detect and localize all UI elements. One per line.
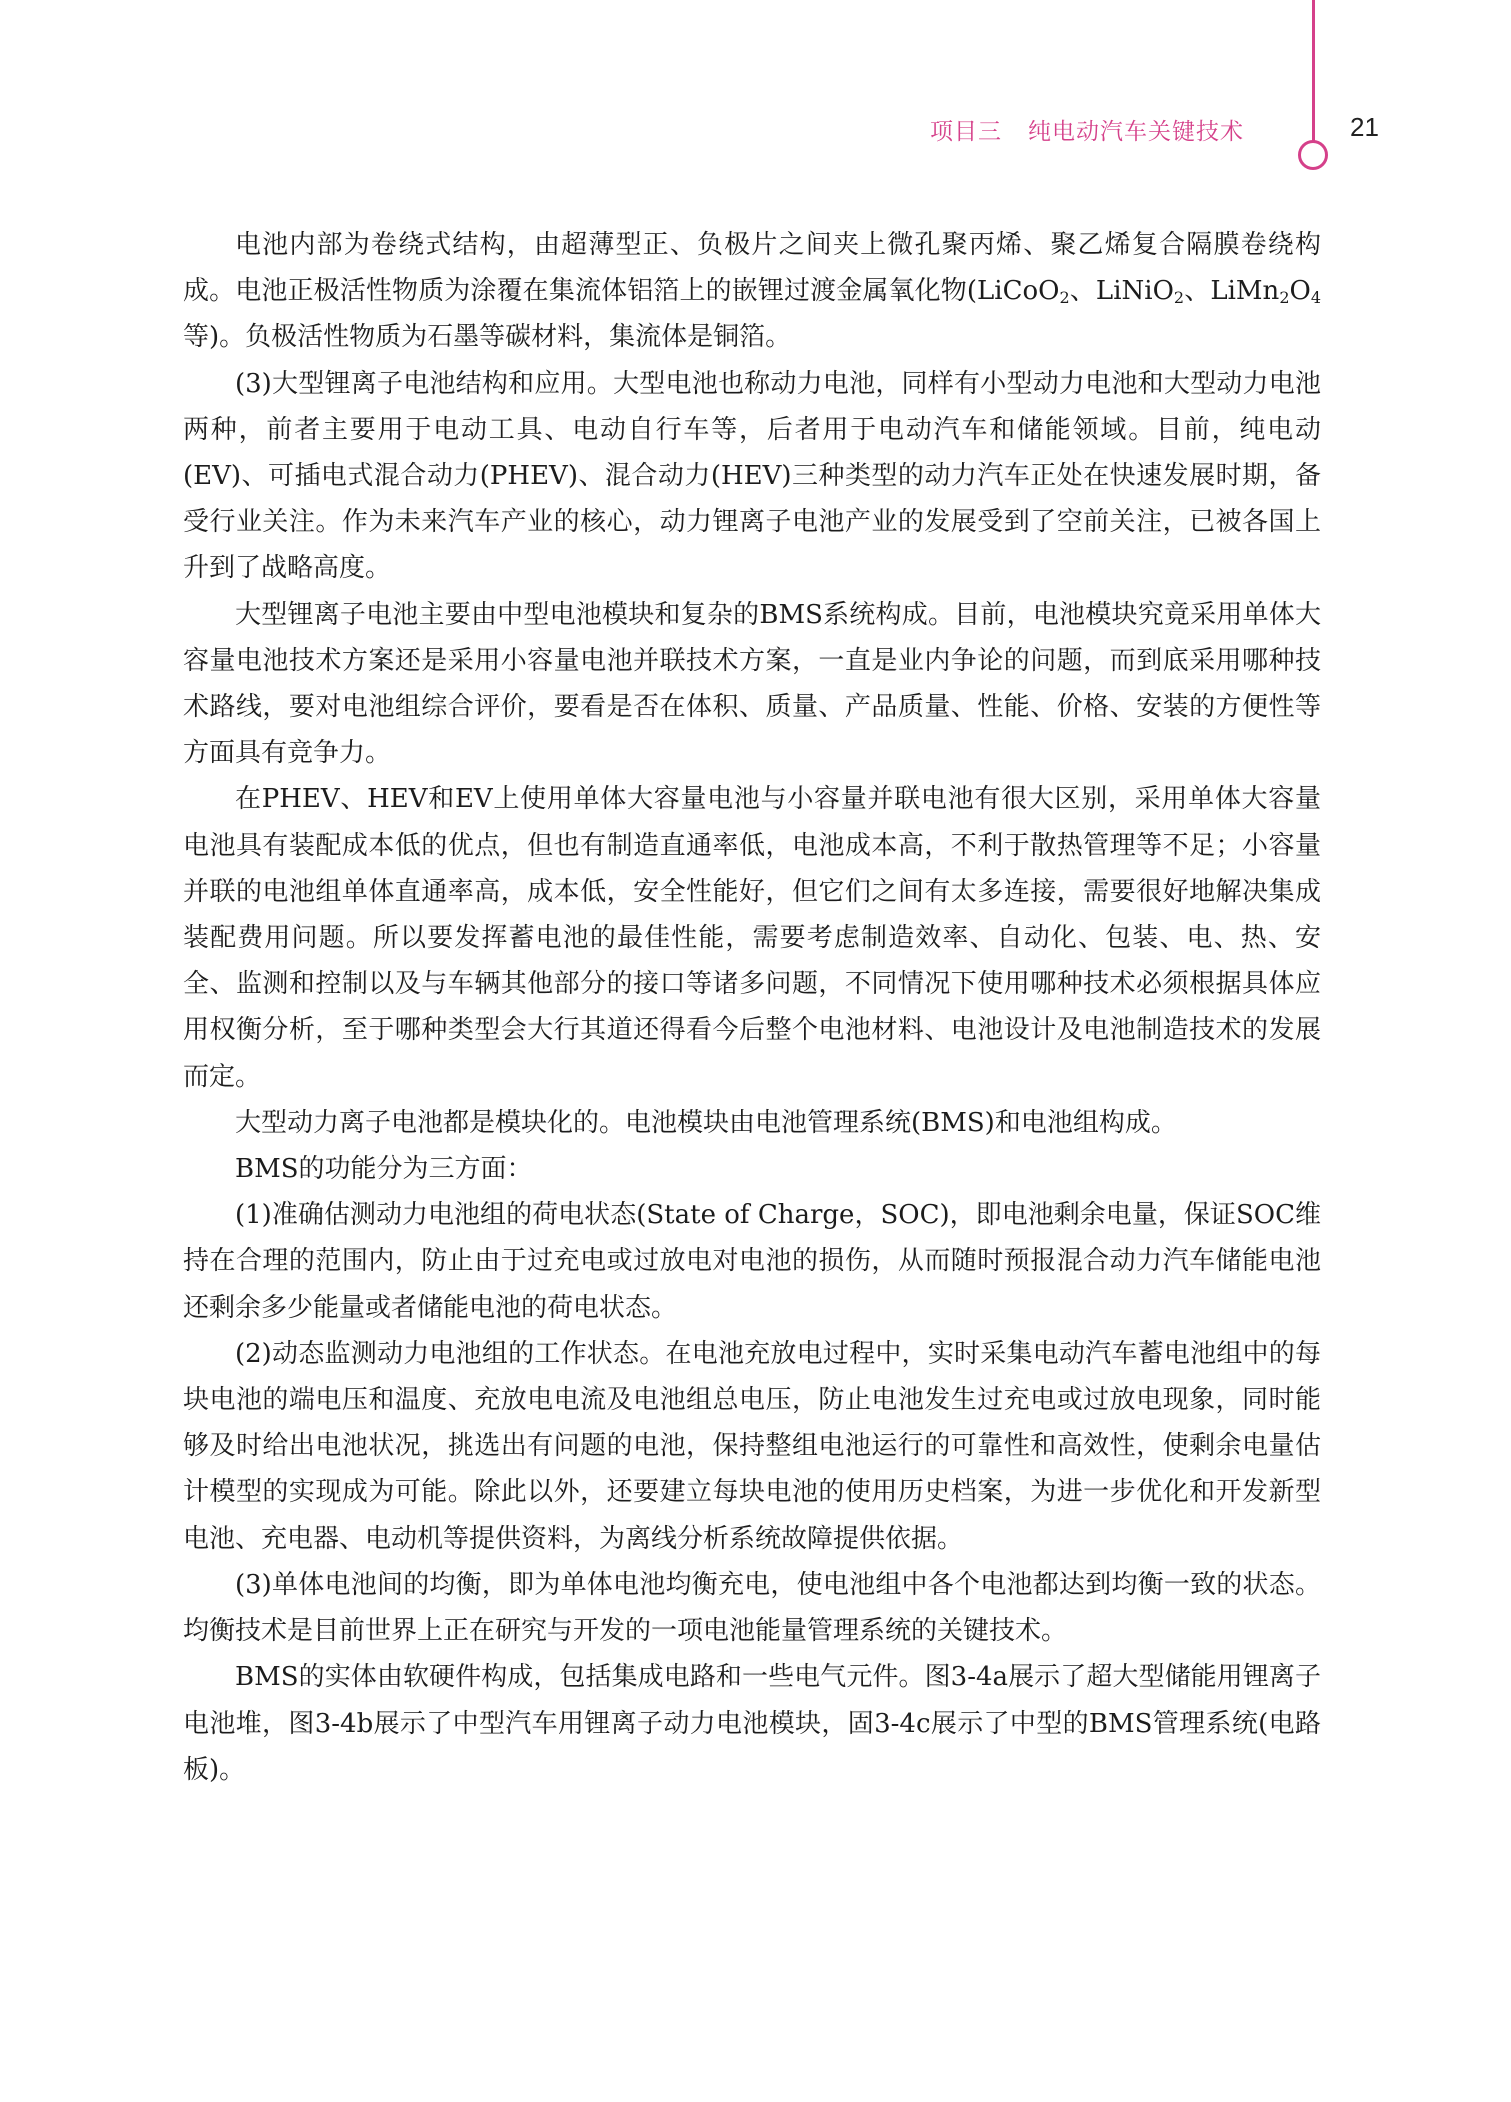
paragraph-10: BMS的实体由软硬件构成，包括集成电路和一些电气元件。图3-4a展示了超大型储能用锂离子电池堆，图3-4b展示了中型汽车用锂离子动力电池模块，固3-4c展示了中型的BMS管理系统(电路板)。 <box>183 1662 1321 1785</box>
paragraph-4: 在PHEV、HEV和EV上使用单体大容量电池与小容量并联电池有很大区别，采用单体大容量电池具有装配成本低的优点，但也有制造直通率低，电池成本高，不利于散热管理等不足；小容量并联的电池组单体直通率高，成本低，安全性能好，但它们之间有太多连接，需要很好地解决集成装配费用问题。所以要发挥蓄电池的最佳性能，需要考虑制造效率、自动化、包装、电、热、安全、监测和控制以及与车辆其他部分的接口等诸多问题，不同情况下使用哪种技术必须根据具体应用权衡分析，至于哪种类型会大行其道还得看今后整个电池材料、电池设计及电池制造技术的发展而定。 <box>183 784 1321 1092</box>
header-rule-circle <box>1298 140 1328 170</box>
body-text <box>183 222 1321 1793</box>
header-project: 项目三 <box>930 119 1002 145</box>
header-rule-line <box>1312 0 1315 142</box>
paragraph-1: 电池内部为卷绕式结构，由超薄型正、负极片之间夹上微孔聚丙烯、聚乙烯复合隔膜卷绕构成。电池正极活性物质为涂覆在集流体铝箔上的嵌锂过渡金属氧化物(LiCoO$_2$、LiNiO$_2$、$LiMn_2O_4$等)。负极活性物质为石墨等碳材料，集流体是铜箔。 <box>183 230 1322 353</box>
paragraph-3: 大型锂离子电池主要由中型电池模块和复杂的BMS系统构成。目前，电池模块究竟采用单体大容量电池技术方案还是采用小容量电池并联技术方案，一直是业内争论的问题，而到底采用哪种技术路线，要对电池组综合评价，要看是否在体积、质量、产品质量、性能、价格、安装的方便性等方面具有竞争力。 <box>183 599 1321 769</box>
paragraph-9: (3)单体电池间的均衡，即为单体电池均衡充电，使电池组中各个电池都达到均衡一致的状态。均衡技术是目前世界上正在研究与开发的一项电池能量管理系统的关键技术。 <box>183 1569 1321 1647</box>
paragraph-7: (1)准确估测动力电池组的荷电状态(State of Charge，SOC)，即电池剩余电量，保证SOC维持在合理的范围内，防止由于过充电或过放电对电池的损伤，从而随时预报混合动力汽车储能电池还剩余多少能量或者储能电池的荷电状态。 <box>183 1200 1321 1323</box>
page-number: 21 <box>1350 112 1379 142</box>
header-chapter: 纯电动汽车关键技术 <box>1028 119 1244 145</box>
running-header <box>930 113 1244 146</box>
paragraph-8: (2)动态监测动力电池组的工作状态。在电池充放电过程中，实时采集电动汽车蓄电池组中的每块电池的端电压和温度、充放电电流及电池组总电压，防止电池发生过充电或过放电现象，同时能够及时给出电池状况，挑选出有问题的电池，保持整组电池运行的可靠性和高效性，使剩余电量估计模型的实现成为可能。除此以外，还要建立每块电池的使用历史档案，为进一步优化和开发新型电池、充电器、电动机等提供资料，为离线分析系统故障提供依据。 <box>183 1338 1321 1554</box>
paragraph-6: BMS的功能分为三方面： <box>235 1154 533 1185</box>
paragraph-2: (3)大型锂离子电池结构和应用。大型电池也称动力电池，同样有小型动力电池和大型动力电池两种，前者主要用于电动工具、电动自行车等，后者用于电动汽车和储能领域。目前，纯电动(EV)、可插电式混合动力(PHEV)、混合动力(HEV)三种类型的动力汽车正处在快速发展时期，备受行业关注。作为未来汽车产业的核心，动力锂离子电池产业的发展受到了空前关注，已被各国上升到了战略高度。 <box>183 368 1321 584</box>
paragraph-5: 大型动力离子电池都是模块化的。电池模块由电池管理系统(BMS)和电池组构成。 <box>235 1107 1177 1138</box>
